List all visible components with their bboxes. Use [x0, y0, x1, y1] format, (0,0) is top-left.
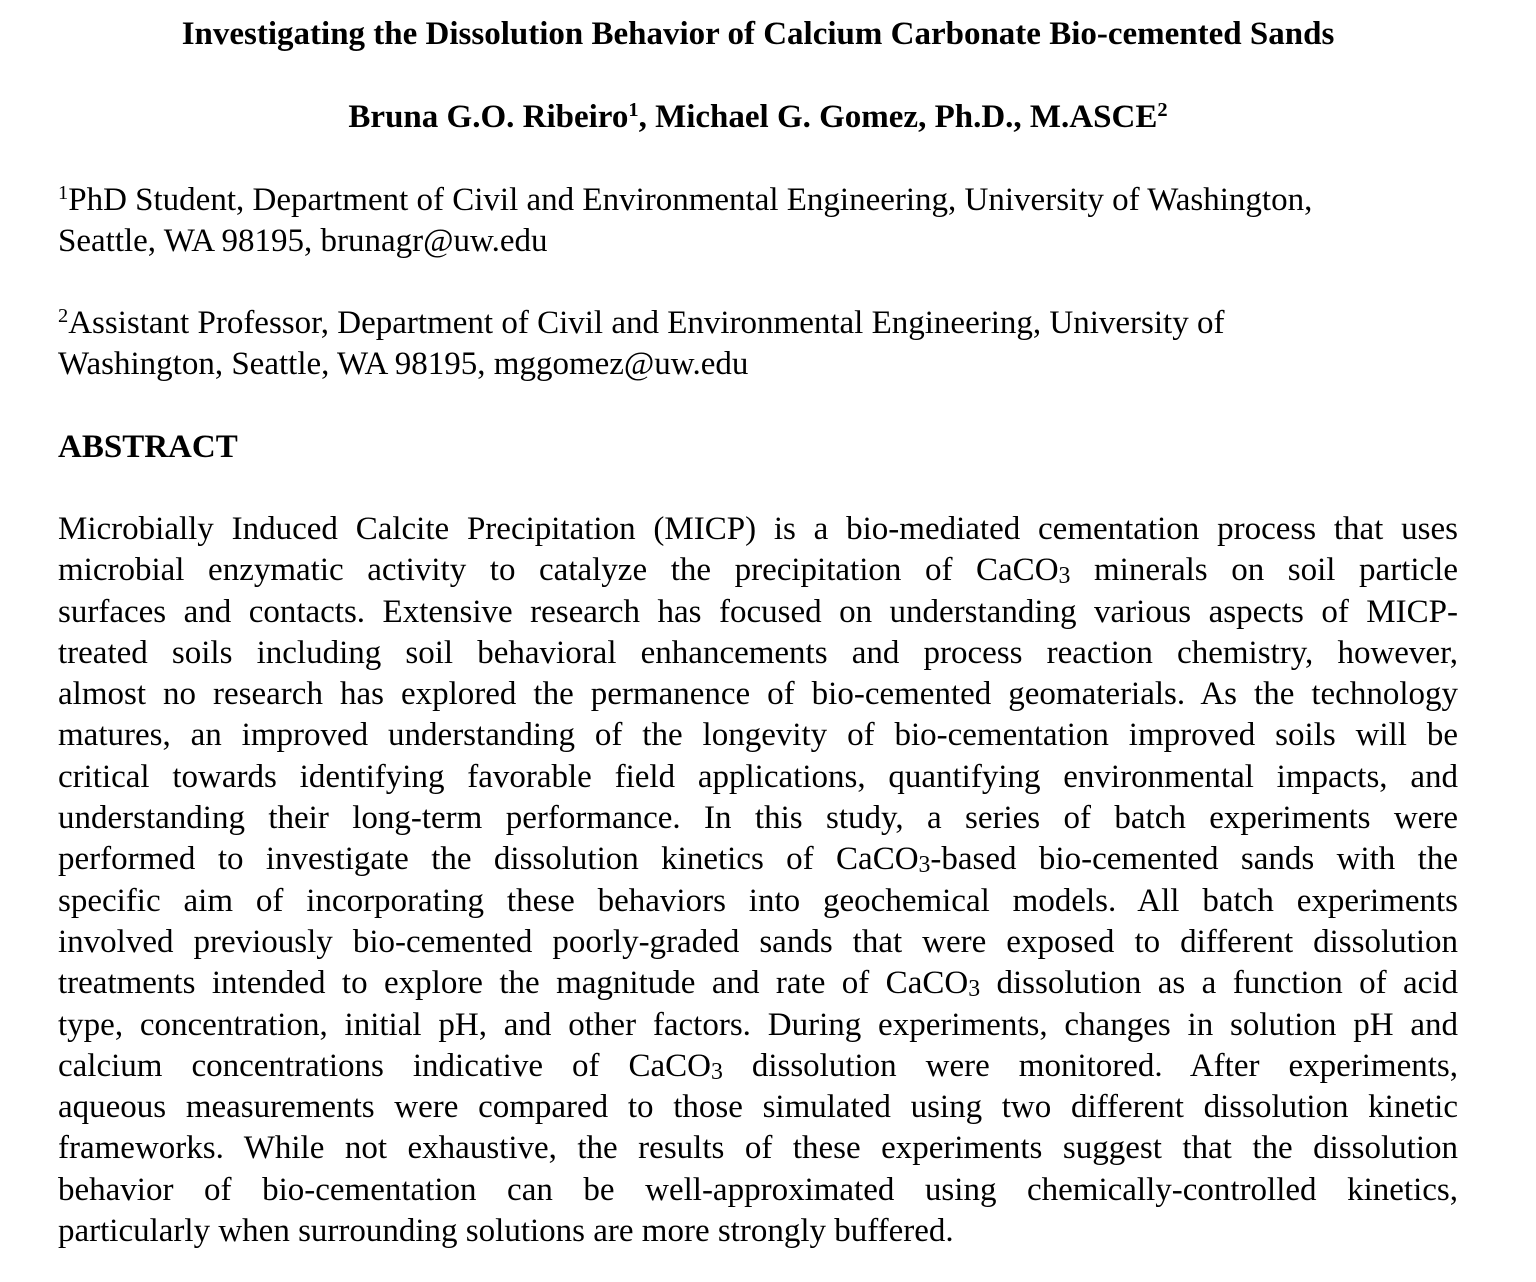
affiliation-1-line-2: Seattle, WA 98195, brunagr@uw.edu: [58, 223, 548, 259]
affiliation-2-mark: 2: [58, 304, 69, 327]
abstract-heading: ABSTRACT: [58, 429, 238, 465]
abstract-line: [58, 1046, 1458, 1087]
abstract-line: involved previously bio-cemented poorly-graded sands that were exposed to different dissolution: [58, 923, 1458, 960]
chemical-subscript: 3: [918, 852, 931, 879]
abstract-line: aqueous measurements were compared to those simulated using two different dissolution kinetic: [58, 1089, 1458, 1126]
abstract-line: treated soils including soil behavioral enhancements and process reaction chemistry, however,: [58, 634, 1458, 671]
abstract-line: type, concentration, initial pH, and other factors. During experiments, changes in solution pH and: [58, 1006, 1458, 1043]
affiliation-1-mark: 1: [58, 181, 69, 204]
author-2-name: Michael G. Gomez, Ph.D., M.ASCE: [655, 99, 1158, 135]
abstract-line-text: microbial enzymatic activity to catalyze the precipitation of CaCO: [58, 552, 1059, 589]
abstract-body: [58, 509, 1458, 1252]
abstract-line: Microbially Induced Calcite Precipitation (MICP) is a bio-mediated cementation process that uses: [58, 511, 1458, 547]
author-line: [0, 95, 1516, 139]
abstract-line: [58, 963, 1458, 1004]
affiliation-2-line-1: [58, 303, 1478, 344]
abstract-line-text: dissolution as a function of acid: [980, 965, 1459, 1002]
abstract-line-text: -based bio-cemented sands with the: [930, 841, 1458, 878]
affiliation-1-line-1: [58, 180, 1478, 221]
abstract-line: [58, 839, 1458, 880]
chemical-subscript: 3: [1058, 563, 1071, 590]
author-2-affiliation-mark: 2: [1157, 98, 1168, 121]
abstract-line: matures, an improved understanding of the longevity of bio-cementation improved soils will be: [58, 717, 1458, 754]
abstract-line: frameworks. While not exhaustive, the results of these experiments suggest that the dissolution: [58, 1130, 1458, 1167]
abstract-line-text: minerals on soil particle: [1070, 552, 1458, 589]
author-separator: ,: [638, 99, 656, 135]
abstract-line: particularly when surrounding solutions are more strongly buffered.: [58, 1213, 954, 1250]
abstract-line-text: calcium concentrations indicative of CaCO: [58, 1047, 711, 1084]
affiliation-2-text-1: Assistant Professor, Department of Civil and Environmental Engineering, University of: [68, 305, 1225, 341]
paper-title: Investigating the Dissolution Behavior of Calcium Carbonate Bio-cemented Sands: [181, 16, 1335, 52]
author-1-affiliation-mark: 1: [628, 98, 639, 121]
affiliation-2-line-2: Washington, Seattle, WA 98195, mggomez@uw.edu: [58, 346, 749, 382]
abstract-line: critical towards identifying favorable field applications, quantifying environmental impacts, and: [58, 758, 1458, 795]
affiliation-2: [58, 303, 1478, 385]
abstract-line: specific aim of incorporating these behaviors into geochemical models. All batch experiments: [58, 882, 1458, 919]
affiliation-1: [58, 180, 1478, 262]
abstract-line: behavior of bio-cementation can be well-approximated using chemically-controlled kinetics,: [58, 1171, 1458, 1208]
abstract-line-text: performed to investigate the dissolution kinetics of CaCO: [58, 841, 919, 878]
abstract-line: understanding their long-term performance. In this study, a series of batch experiments were: [58, 800, 1458, 837]
abstract-line: surfaces and contacts. Extensive research has focused on understanding various aspects of MICP-: [58, 593, 1458, 630]
abstract-line: almost no research has explored the permanence of bio-cemented geomaterials. As the technology: [58, 676, 1458, 713]
affiliation-1-text-1: PhD Student, Department of Civil and Environmental Engineering, University of Washington,: [68, 182, 1313, 218]
abstract-line-text: treatments intended to explore the magnitude and rate of CaCO: [58, 965, 969, 1002]
abstract-line-text: dissolution were monitored. After experiments,: [722, 1047, 1458, 1084]
author-1-name: Bruna G.O. Ribeiro: [348, 99, 629, 135]
chemical-subscript: 3: [968, 976, 981, 1003]
abstract-line: [58, 550, 1458, 591]
chemical-subscript: 3: [710, 1058, 723, 1085]
